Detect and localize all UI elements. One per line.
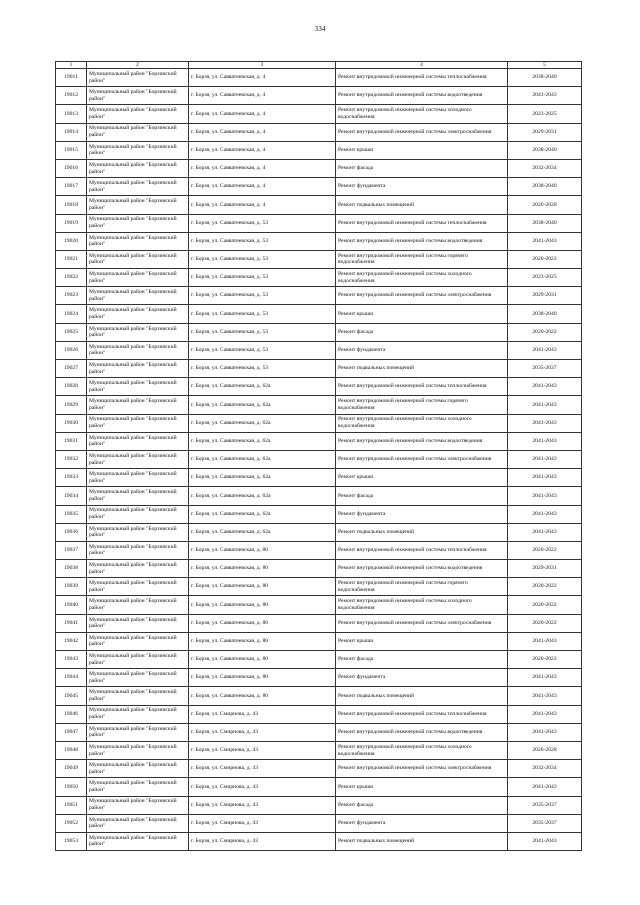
work-type-cell: Ремонт внутридомовой инженерной системы горячего водоснабжения: [336, 250, 508, 268]
period-cell: 2041-2043: [508, 505, 582, 523]
period-cell: 2029-2031: [508, 287, 582, 305]
municipality-cell: Муниципальный район "Борзинский район": [87, 687, 189, 705]
table-row: [56, 214, 582, 232]
row-number: 19053: [56, 832, 87, 850]
table-row: [56, 341, 582, 359]
period-cell: 2041-2043: [508, 432, 582, 450]
row-number: 19044: [56, 669, 87, 687]
municipality-cell: Муниципальный район "Борзинский район": [87, 214, 189, 232]
municipality-cell: Муниципальный район "Борзинский район": [87, 578, 189, 596]
address-cell: г. Борзя, ул. Савватеевская, д. 53: [189, 214, 336, 232]
row-number: 19015: [56, 141, 87, 159]
row-number: 19046: [56, 705, 87, 723]
address-cell: г. Борзя, ул. Савватеевская, д. 62а: [189, 523, 336, 541]
table-row: [56, 578, 582, 596]
municipality-cell: Муниципальный район "Борзинский район": [87, 232, 189, 250]
municipality-cell: Муниципальный район "Борзинский район": [87, 814, 189, 832]
work-type-cell: Ремонт внутридомовой инженерной системы теплоснабжения: [336, 69, 508, 87]
table-row: [56, 105, 582, 123]
address-cell: г. Борзя, ул. Смирнова, д. 43: [189, 723, 336, 741]
period-cell: 2041-2043: [508, 378, 582, 396]
table-row: [56, 196, 582, 214]
address-cell: г. Борзя, ул. Савватеевская, д. 80: [189, 541, 336, 559]
row-number: 19016: [56, 159, 87, 177]
municipality-cell: Муниципальный район "Борзинский район": [87, 723, 189, 741]
municipality-cell: Муниципальный район "Борзинский район": [87, 632, 189, 650]
table-row: [56, 505, 582, 523]
municipality-cell: Муниципальный район "Борзинский район": [87, 87, 189, 105]
period-cell: 2020-2022: [508, 614, 582, 632]
row-number: 19052: [56, 814, 87, 832]
work-type-cell: Ремонт внутридомовой инженерной системы теплоснабжения: [336, 378, 508, 396]
table-row: [56, 723, 582, 741]
work-type-cell: Ремонт внутридомовой инженерной системы холодного водоснабжения: [336, 414, 508, 432]
table-row: [56, 323, 582, 341]
address-cell: г. Борзя, ул. Смирнова, д. 43: [189, 796, 336, 814]
period-cell: 2041-2043: [508, 687, 582, 705]
table-row: [56, 378, 582, 396]
address-cell: г. Борзя, ул. Савватеевская, д. 4: [189, 196, 336, 214]
table-row: [56, 705, 582, 723]
row-number: 19012: [56, 87, 87, 105]
row-number: 19032: [56, 450, 87, 468]
row-number: 19038: [56, 560, 87, 578]
address-cell: г. Борзя, ул. Савватеевская, д. 53: [189, 269, 336, 287]
period-cell: 2041-2043: [508, 87, 582, 105]
table-row: [56, 69, 582, 87]
address-cell: г. Борзя, ул. Савватеевская, д. 4: [189, 159, 336, 177]
work-type-cell: Ремонт внутридомовой инженерной системы горячего водоснабжения: [336, 396, 508, 414]
row-number: 19023: [56, 287, 87, 305]
address-cell: г. Борзя, ул. Смирнова, д. 43: [189, 778, 336, 796]
period-cell: 2041-2043: [508, 523, 582, 541]
municipality-cell: Муниципальный район "Борзинский район": [87, 414, 189, 432]
period-cell: 2029-2031: [508, 560, 582, 578]
address-cell: г. Борзя, ул. Савватеевская, д. 4: [189, 141, 336, 159]
column-header-3: 3: [189, 62, 336, 69]
work-type-cell: Ремонт внутридомовой инженерной системы электроснабжения: [336, 450, 508, 468]
work-type-cell: Ремонт внутридомовой инженерной системы электроснабжения: [336, 614, 508, 632]
column-number-header-row: [56, 62, 582, 69]
row-number: 19033: [56, 469, 87, 487]
address-cell: г. Борзя, ул. Савватеевская, д. 53: [189, 341, 336, 359]
municipality-cell: Муниципальный район "Борзинский район": [87, 287, 189, 305]
period-cell: 2041-2043: [508, 632, 582, 650]
period-cell: 2020-2022: [508, 596, 582, 614]
table-row: [56, 832, 582, 850]
row-number: 19019: [56, 214, 87, 232]
period-cell: 2041-2043: [508, 341, 582, 359]
work-type-cell: Ремонт подвальных помещений: [336, 687, 508, 705]
column-header-2: 2: [87, 62, 189, 69]
row-number: 19030: [56, 414, 87, 432]
table-row: [56, 614, 582, 632]
address-cell: г. Борзя, ул. Смирнова, д. 43: [189, 760, 336, 778]
municipality-cell: Муниципальный район "Борзинский район": [87, 196, 189, 214]
municipality-cell: Муниципальный район "Борзинский район": [87, 396, 189, 414]
municipality-cell: Муниципальный район "Борзинский район": [87, 305, 189, 323]
work-type-cell: Ремонт внутридомовой инженерной системы теплоснабжения: [336, 705, 508, 723]
period-cell: 2038-2040: [508, 178, 582, 196]
table-row: [56, 305, 582, 323]
row-number: 19039: [56, 578, 87, 596]
table-row: [56, 760, 582, 778]
row-number: 19022: [56, 269, 87, 287]
row-number: 19028: [56, 378, 87, 396]
column-header-4: 4: [336, 62, 508, 69]
row-number: 19049: [56, 760, 87, 778]
row-number: 19034: [56, 487, 87, 505]
row-number: 19014: [56, 123, 87, 141]
period-cell: 2020-2022: [508, 250, 582, 268]
work-type-cell: Ремонт внутридомовой инженерной системы холодного водоснабжения: [336, 105, 508, 123]
table-row: [56, 250, 582, 268]
table-row: [56, 360, 582, 378]
address-cell: г. Борзя, ул. Савватеевская, д. 53: [189, 305, 336, 323]
municipality-cell: Муниципальный район "Борзинский район": [87, 105, 189, 123]
municipality-cell: Муниципальный район "Борзинский район": [87, 487, 189, 505]
table-row: [56, 159, 582, 177]
address-cell: г. Борзя, ул. Савватеевская, д. 4: [189, 105, 336, 123]
work-type-cell: Ремонт фундамента: [336, 505, 508, 523]
work-type-cell: Ремонт внутридомовой инженерной системы водоотведения: [336, 723, 508, 741]
period-cell: 2038-2040: [508, 69, 582, 87]
row-number: 19020: [56, 232, 87, 250]
address-cell: г. Борзя, ул. Савватеевская, д. 62а: [189, 378, 336, 396]
work-type-cell: Ремонт внутридомовой инженерной системы водоотведения: [336, 560, 508, 578]
work-type-cell: Ремонт фасада: [336, 159, 508, 177]
table-row: [56, 523, 582, 541]
work-type-cell: Ремонт фасада: [336, 651, 508, 669]
period-cell: 2020-2022: [508, 651, 582, 669]
municipality-cell: Муниципальный район "Борзинский район": [87, 450, 189, 468]
period-cell: 2035-2037: [508, 796, 582, 814]
municipality-cell: Муниципальный район "Борзинский район": [87, 651, 189, 669]
address-cell: г. Борзя, ул. Савватеевская, д. 62а: [189, 414, 336, 432]
work-type-cell: Ремонт внутридомовой инженерной системы холодного водоснабжения: [336, 596, 508, 614]
row-number: 19051: [56, 796, 87, 814]
municipality-cell: Муниципальный район "Борзинский район": [87, 159, 189, 177]
work-type-cell: Ремонт внутридомовой инженерной системы водоотведения: [336, 232, 508, 250]
municipality-cell: Муниципальный район "Борзинский район": [87, 360, 189, 378]
period-cell: 2041-2043: [508, 778, 582, 796]
table-row: [56, 141, 582, 159]
municipality-cell: Муниципальный район "Борзинский район": [87, 560, 189, 578]
address-cell: г. Борзя, ул. Савватеевская, д. 62а: [189, 469, 336, 487]
work-type-cell: Ремонт фундамента: [336, 669, 508, 687]
address-cell: г. Борзя, ул. Савватеевская, д. 4: [189, 178, 336, 196]
column-header-1: 1: [56, 62, 87, 69]
row-number: 19018: [56, 196, 87, 214]
row-number: 19045: [56, 687, 87, 705]
work-type-cell: Ремонт крыши: [336, 778, 508, 796]
address-cell: г. Борзя, ул. Савватеевская, д. 62а: [189, 450, 336, 468]
address-cell: г. Борзя, ул. Смирнова, д. 43: [189, 814, 336, 832]
table-row: [56, 596, 582, 614]
address-cell: г. Борзя, ул. Савватеевская, д. 53: [189, 232, 336, 250]
table-row: [56, 778, 582, 796]
table-row: [56, 178, 582, 196]
table-row: [56, 414, 582, 432]
municipality-cell: Муниципальный район "Борзинский район": [87, 505, 189, 523]
table-row: [56, 632, 582, 650]
row-number: 19029: [56, 396, 87, 414]
row-number: 19025: [56, 323, 87, 341]
row-number: 19050: [56, 778, 87, 796]
row-number: 19011: [56, 69, 87, 87]
municipality-cell: Муниципальный район "Борзинский район": [87, 323, 189, 341]
period-cell: 2041-2043: [508, 469, 582, 487]
row-number: 19040: [56, 596, 87, 614]
work-type-cell: Ремонт крыши: [336, 469, 508, 487]
address-cell: г. Борзя, ул. Савватеевская, д. 80: [189, 669, 336, 687]
address-cell: г. Борзя, ул. Савватеевская, д. 53: [189, 360, 336, 378]
address-cell: г. Борзя, ул. Савватеевская, д. 80: [189, 578, 336, 596]
table-row: [56, 651, 582, 669]
table-row: [56, 450, 582, 468]
period-cell: 2023-2025: [508, 105, 582, 123]
period-cell: 2020-2022: [508, 323, 582, 341]
period-cell: 2041-2043: [508, 832, 582, 850]
work-type-cell: Ремонт крыши: [336, 305, 508, 323]
address-cell: г. Борзя, ул. Савватеевская, д. 62а: [189, 396, 336, 414]
table-row: [56, 487, 582, 505]
work-type-cell: Ремонт внутридомовой инженерной системы водоотведения: [336, 432, 508, 450]
row-number: 19013: [56, 105, 87, 123]
period-cell: 2038-2040: [508, 141, 582, 159]
period-cell: 2041-2043: [508, 723, 582, 741]
work-type-cell: Ремонт внутридомовой инженерной системы холодного водоснабжения: [336, 269, 508, 287]
municipality-cell: Муниципальный район "Борзинский район": [87, 760, 189, 778]
work-type-cell: Ремонт крыши: [336, 632, 508, 650]
work-type-cell: Ремонт фасада: [336, 796, 508, 814]
table-row: [56, 87, 582, 105]
period-cell: 2041-2043: [508, 669, 582, 687]
municipality-cell: Муниципальный район "Борзинский район": [87, 178, 189, 196]
municipality-cell: Муниципальный район "Борзинский район": [87, 741, 189, 759]
work-type-cell: Ремонт подвальных помещений: [336, 832, 508, 850]
address-cell: г. Борзя, ул. Савватеевская, д. 4: [189, 69, 336, 87]
address-cell: г. Борзя, ул. Савватеевская, д. 62а: [189, 487, 336, 505]
period-cell: 2041-2043: [508, 487, 582, 505]
column-header-5: 5: [508, 62, 582, 69]
row-number: 19047: [56, 723, 87, 741]
table-row: [56, 269, 582, 287]
address-cell: г. Борзя, ул. Смирнова, д. 43: [189, 832, 336, 850]
work-type-cell: Ремонт подвальных помещений: [336, 360, 508, 378]
municipality-cell: Муниципальный район "Борзинский район": [87, 269, 189, 287]
period-cell: 2032-2034: [508, 760, 582, 778]
period-cell: 2041-2043: [508, 396, 582, 414]
address-cell: г. Борзя, ул. Савватеевская, д. 4: [189, 87, 336, 105]
address-cell: г. Борзя, ул. Смирнова, д. 43: [189, 741, 336, 759]
municipality-cell: Муниципальный район "Борзинский район": [87, 123, 189, 141]
address-cell: г. Борзя, ул. Савватеевская, д. 53: [189, 287, 336, 305]
municipality-cell: Муниципальный район "Борзинский район": [87, 669, 189, 687]
work-type-cell: Ремонт внутридомовой инженерной системы электроснабжения: [336, 123, 508, 141]
row-number: 19031: [56, 432, 87, 450]
repair-schedule-table: [55, 61, 582, 851]
work-type-cell: Ремонт внутридомовой инженерной системы теплоснабжения: [336, 214, 508, 232]
address-cell: г. Борзя, ул. Савватеевская, д. 80: [189, 596, 336, 614]
work-type-cell: Ремонт внутридомовой инженерной системы электроснабжения: [336, 287, 508, 305]
address-cell: г. Борзя, ул. Савватеевская, д. 80: [189, 651, 336, 669]
municipality-cell: Муниципальный район "Борзинский район": [87, 705, 189, 723]
address-cell: г. Борзя, ул. Савватеевская, д. 4: [189, 123, 336, 141]
municipality-cell: Муниципальный район "Борзинский район": [87, 250, 189, 268]
municipality-cell: Муниципальный район "Борзинский район": [87, 69, 189, 87]
page-number: 334: [314, 24, 326, 33]
work-type-cell: Ремонт внутридомовой инженерной системы водоотведения: [336, 87, 508, 105]
row-number: 19041: [56, 614, 87, 632]
address-cell: г. Борзя, ул. Савватеевская, д. 80: [189, 560, 336, 578]
municipality-cell: Муниципальный район "Борзинский район": [87, 832, 189, 850]
table-row: [56, 287, 582, 305]
municipality-cell: Муниципальный район "Борзинский район": [87, 432, 189, 450]
work-type-cell: Ремонт подвальных помещений: [336, 196, 508, 214]
address-cell: г. Борзя, ул. Савватеевская, д. 53: [189, 323, 336, 341]
table-row: [56, 396, 582, 414]
period-cell: 2029-2031: [508, 123, 582, 141]
work-type-cell: Ремонт крыши: [336, 141, 508, 159]
work-type-cell: Ремонт фасада: [336, 487, 508, 505]
work-type-cell: Ремонт фасада: [336, 323, 508, 341]
row-number: 19037: [56, 541, 87, 559]
row-number: 19026: [56, 341, 87, 359]
period-cell: 2026-2028: [508, 196, 582, 214]
period-cell: 2032-2034: [508, 159, 582, 177]
work-type-cell: Ремонт фундамента: [336, 178, 508, 196]
table-body: [56, 62, 582, 851]
table-row: [56, 469, 582, 487]
table-row: [56, 741, 582, 759]
municipality-cell: Муниципальный район "Борзинский район": [87, 341, 189, 359]
work-type-cell: Ремонт внутридомовой инженерной системы теплоснабжения: [336, 541, 508, 559]
address-cell: г. Борзя, ул. Савватеевская, д. 53: [189, 250, 336, 268]
municipality-cell: Муниципальный район "Борзинский район": [87, 523, 189, 541]
municipality-cell: Муниципальный район "Борзинский район": [87, 614, 189, 632]
table-row: [56, 232, 582, 250]
row-number: 19027: [56, 360, 87, 378]
work-type-cell: Ремонт подвальных помещений: [336, 523, 508, 541]
address-cell: г. Борзя, ул. Савватеевская, д. 80: [189, 687, 336, 705]
address-cell: г. Борзя, ул. Савватеевская, д. 62а: [189, 505, 336, 523]
period-cell: 2038-2040: [508, 214, 582, 232]
table-row: [56, 669, 582, 687]
table-row: [56, 123, 582, 141]
row-number: 19017: [56, 178, 87, 196]
table-row: [56, 432, 582, 450]
address-cell: г. Борзя, ул. Савватеевская, д. 80: [189, 632, 336, 650]
row-number: 19024: [56, 305, 87, 323]
row-number: 19048: [56, 741, 87, 759]
work-type-cell: Ремонт фундамента: [336, 341, 508, 359]
municipality-cell: Муниципальный район "Борзинский район": [87, 141, 189, 159]
work-type-cell: Ремонт фундамента: [336, 814, 508, 832]
period-cell: 2041-2043: [508, 450, 582, 468]
period-cell: 2026-2028: [508, 741, 582, 759]
row-number: 19043: [56, 651, 87, 669]
period-cell: 2035-2037: [508, 360, 582, 378]
table-row: [56, 687, 582, 705]
period-cell: 2020-2022: [508, 578, 582, 596]
work-type-cell: Ремонт внутридомовой инженерной системы холодного водоснабжения: [336, 741, 508, 759]
table-row: [56, 560, 582, 578]
period-cell: 2023-2025: [508, 269, 582, 287]
row-number: 19036: [56, 523, 87, 541]
row-number: 19035: [56, 505, 87, 523]
period-cell: 2041-2043: [508, 414, 582, 432]
table-row: [56, 541, 582, 559]
table-row: [56, 796, 582, 814]
row-number: 19021: [56, 250, 87, 268]
municipality-cell: Муниципальный район "Борзинский район": [87, 778, 189, 796]
table-row: [56, 814, 582, 832]
municipality-cell: Муниципальный район "Борзинский район": [87, 378, 189, 396]
address-cell: г. Борзя, ул. Савватеевская, д. 62а: [189, 432, 336, 450]
municipality-cell: Муниципальный район "Борзинский район": [87, 596, 189, 614]
period-cell: 2038-2040: [508, 305, 582, 323]
address-cell: г. Борзя, ул. Савватеевская, д. 80: [189, 614, 336, 632]
municipality-cell: Муниципальный район "Борзинский район": [87, 796, 189, 814]
municipality-cell: Муниципальный район "Борзинский район": [87, 469, 189, 487]
work-type-cell: Ремонт внутридомовой инженерной системы горячего водоснабжения: [336, 578, 508, 596]
period-cell: 2041-2043: [508, 232, 582, 250]
period-cell: 2020-2022: [508, 541, 582, 559]
municipality-cell: Муниципальный район "Борзинский район": [87, 541, 189, 559]
period-cell: 2041-2043: [508, 705, 582, 723]
address-cell: г. Борзя, ул. Смирнова, д. 43: [189, 705, 336, 723]
work-type-cell: Ремонт внутридомовой инженерной системы электроснабжения: [336, 760, 508, 778]
period-cell: 2035-2037: [508, 814, 582, 832]
row-number: 19042: [56, 632, 87, 650]
